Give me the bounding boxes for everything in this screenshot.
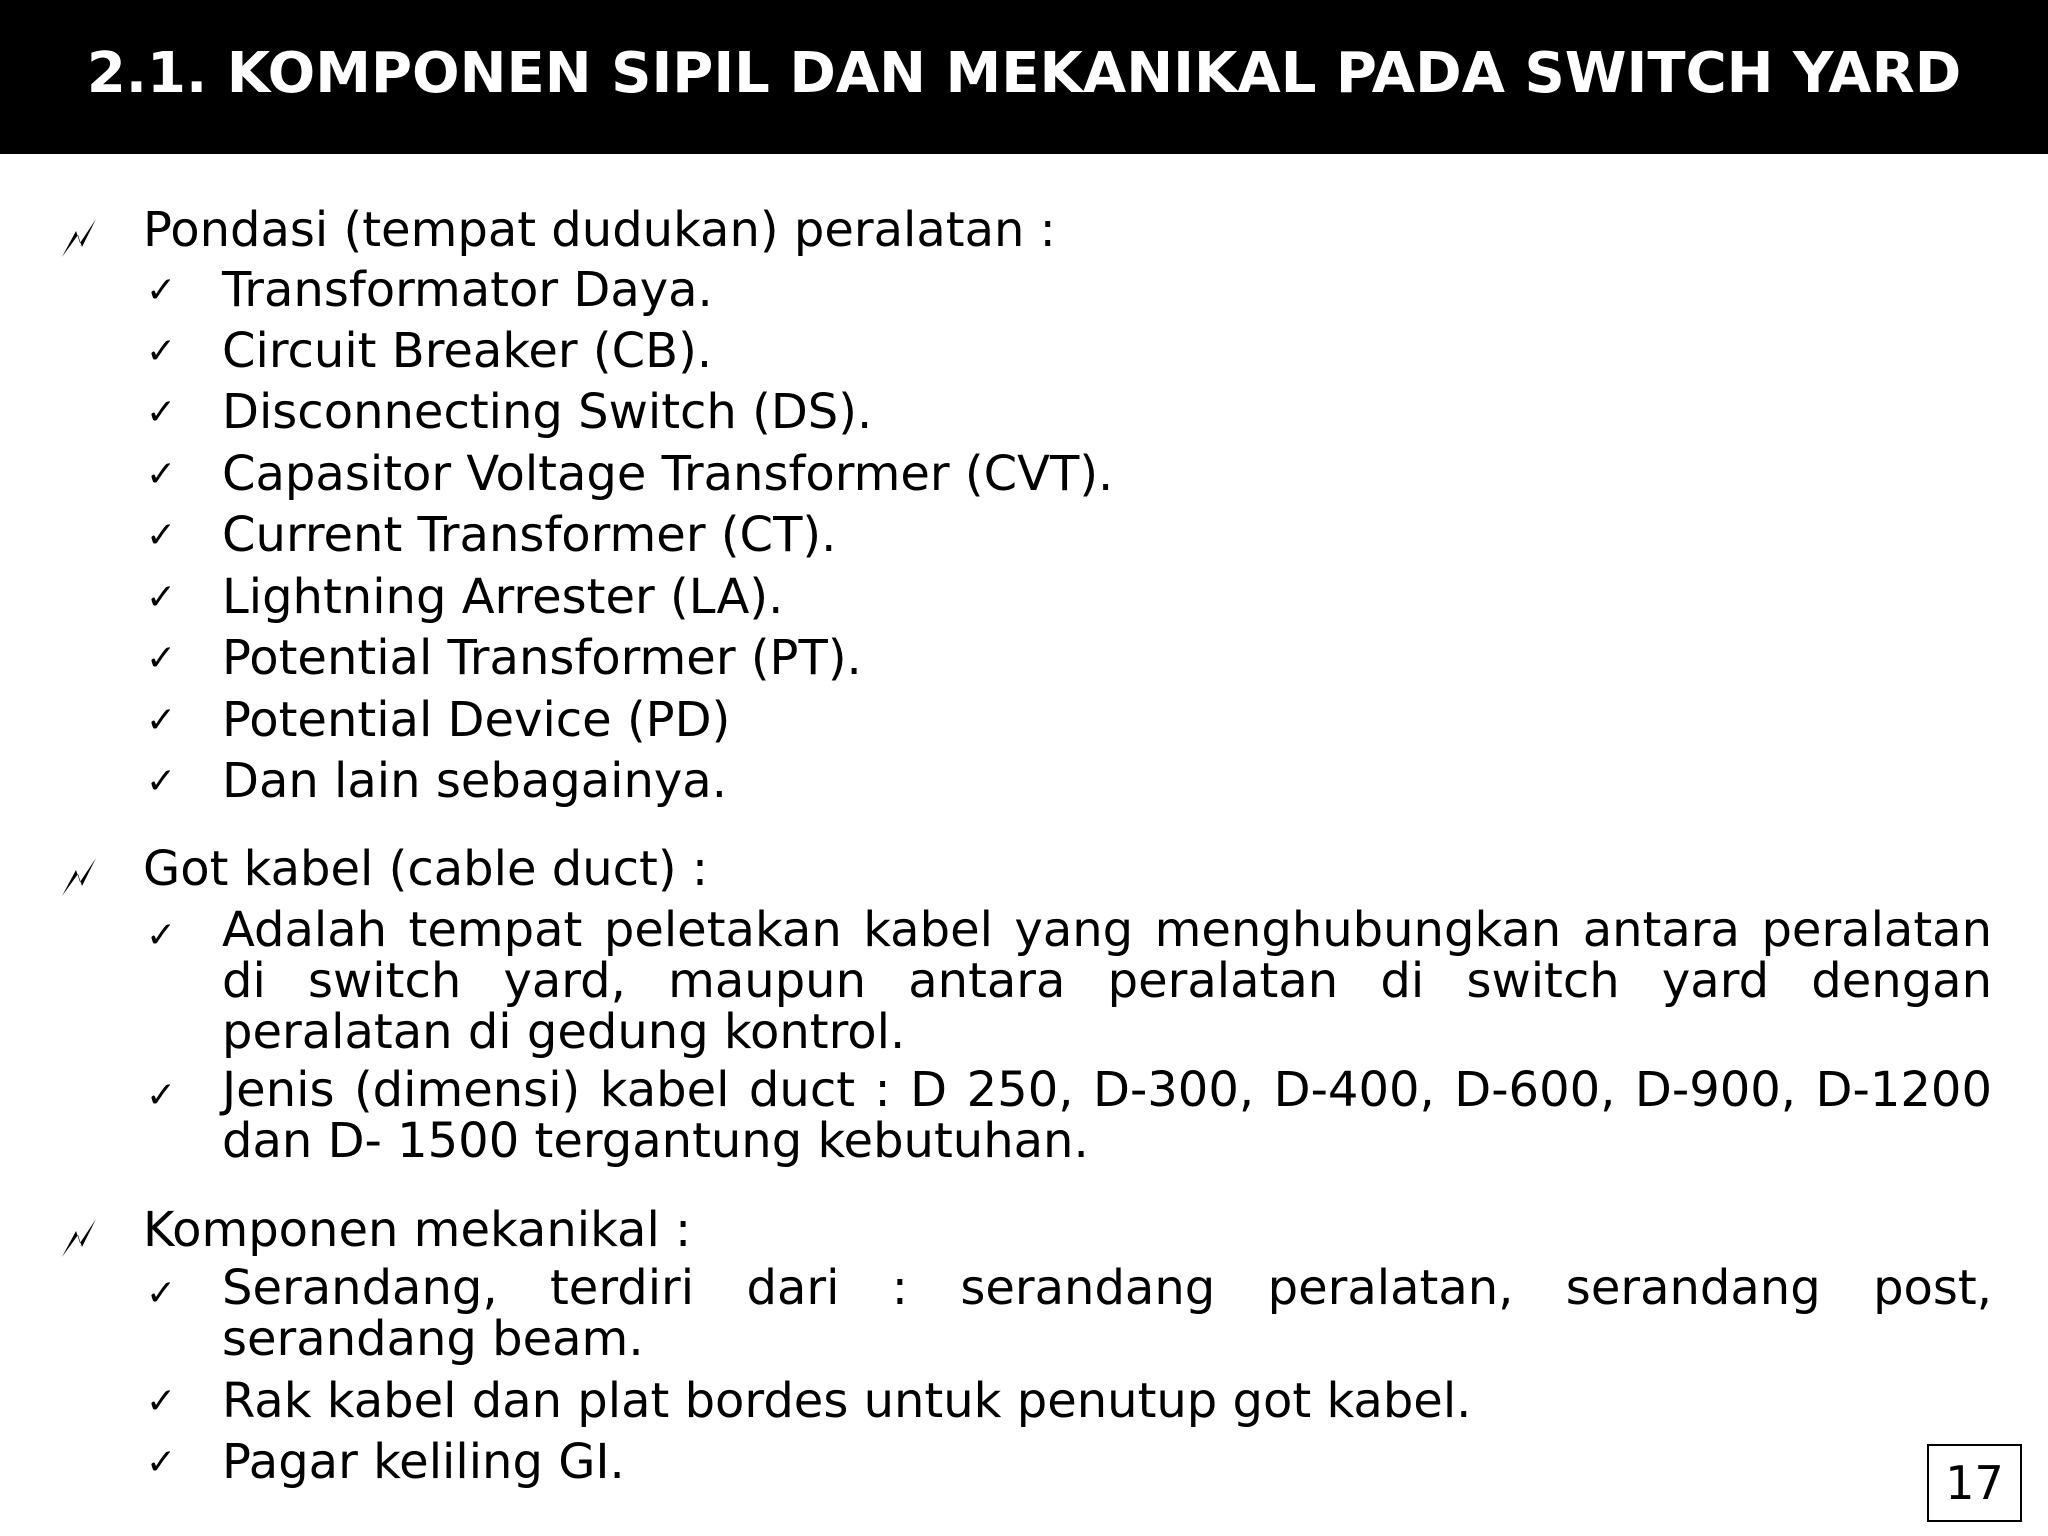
- list-item-text: Lightning Arrester (LA).: [222, 569, 784, 625]
- checkmark-icon: ✓: [146, 392, 177, 433]
- checkmark-icon: ✓: [146, 1273, 177, 1314]
- list-item-text: Dan lain sebagainya.: [222, 753, 727, 809]
- lightning-bolt-icon: [58, 217, 100, 259]
- list-item-text: Capasitor Voltage Transformer (CVT).: [222, 446, 1114, 502]
- checkmark-icon: ✓: [146, 1075, 177, 1116]
- lightning-bolt-icon: [58, 856, 100, 898]
- list-item-text: Transformator Daya.: [222, 262, 713, 318]
- list-item-text: Potential Transformer (PT).: [222, 630, 862, 686]
- section-label: Komponen mekanikal :: [143, 1202, 692, 1258]
- list-item-text: Pagar keliling GI.: [222, 1434, 625, 1490]
- checkmark-icon: ✓: [146, 761, 177, 802]
- checkmark-icon: ✓: [146, 454, 177, 495]
- checkmark-icon: ✓: [146, 577, 177, 618]
- list-item-text: Adalah tempat peletakan kabel yang menghubungkan antara peralatan di switch yard, maupun antara peralatan di switch yard dengan peralatan di gedung kontrol.: [222, 902, 1992, 1060]
- list-item-text: Serandang, terdiri dari : serandang peralatan, serandang post, serandang beam.: [222, 1260, 1992, 1367]
- checkmark-icon: ✓: [146, 1442, 177, 1483]
- section-label: Pondasi (tempat dudukan) peralatan :: [143, 202, 1056, 258]
- list-item-text: Circuit Breaker (CB).: [222, 323, 713, 379]
- section-heading: [0, 838, 2000, 900]
- list-item-text: Current Transformer (CT).: [222, 507, 837, 563]
- checkmark-icon: ✓: [146, 515, 177, 556]
- checkmark-icon: ✓: [146, 915, 177, 956]
- list-item-text: Disconnecting Switch (DS).: [222, 384, 873, 440]
- section-label: Got kabel (cable duct) :: [143, 841, 708, 897]
- checkmark-icon: ✓: [146, 270, 177, 311]
- section-heading: [0, 199, 2000, 261]
- lightning-bolt-icon: [58, 1217, 100, 1259]
- list-item-text: Potential Device (PD): [222, 692, 731, 748]
- slide-title: 2.1. KOMPONEN SIPIL DAN MEKANIKAL PADA SWITCH YARD: [86, 40, 1962, 106]
- section-heading: [0, 1199, 2000, 1261]
- page-number: 17: [1927, 1444, 2022, 1522]
- checkmark-icon: ✓: [146, 1381, 177, 1422]
- checkmark-icon: ✓: [146, 331, 177, 372]
- checkmark-icon: ✓: [146, 638, 177, 679]
- list-item-text: Jenis (dimensi) kabel duct : D 250, D-300, D-400, D-600, D-900, D-1200 dan D- 1500 tergantung kebutuhan.: [222, 1062, 1992, 1169]
- checkmark-icon: ✓: [146, 700, 177, 741]
- list-item-text: Rak kabel dan plat bordes untuk penutup got kabel.: [222, 1373, 1472, 1429]
